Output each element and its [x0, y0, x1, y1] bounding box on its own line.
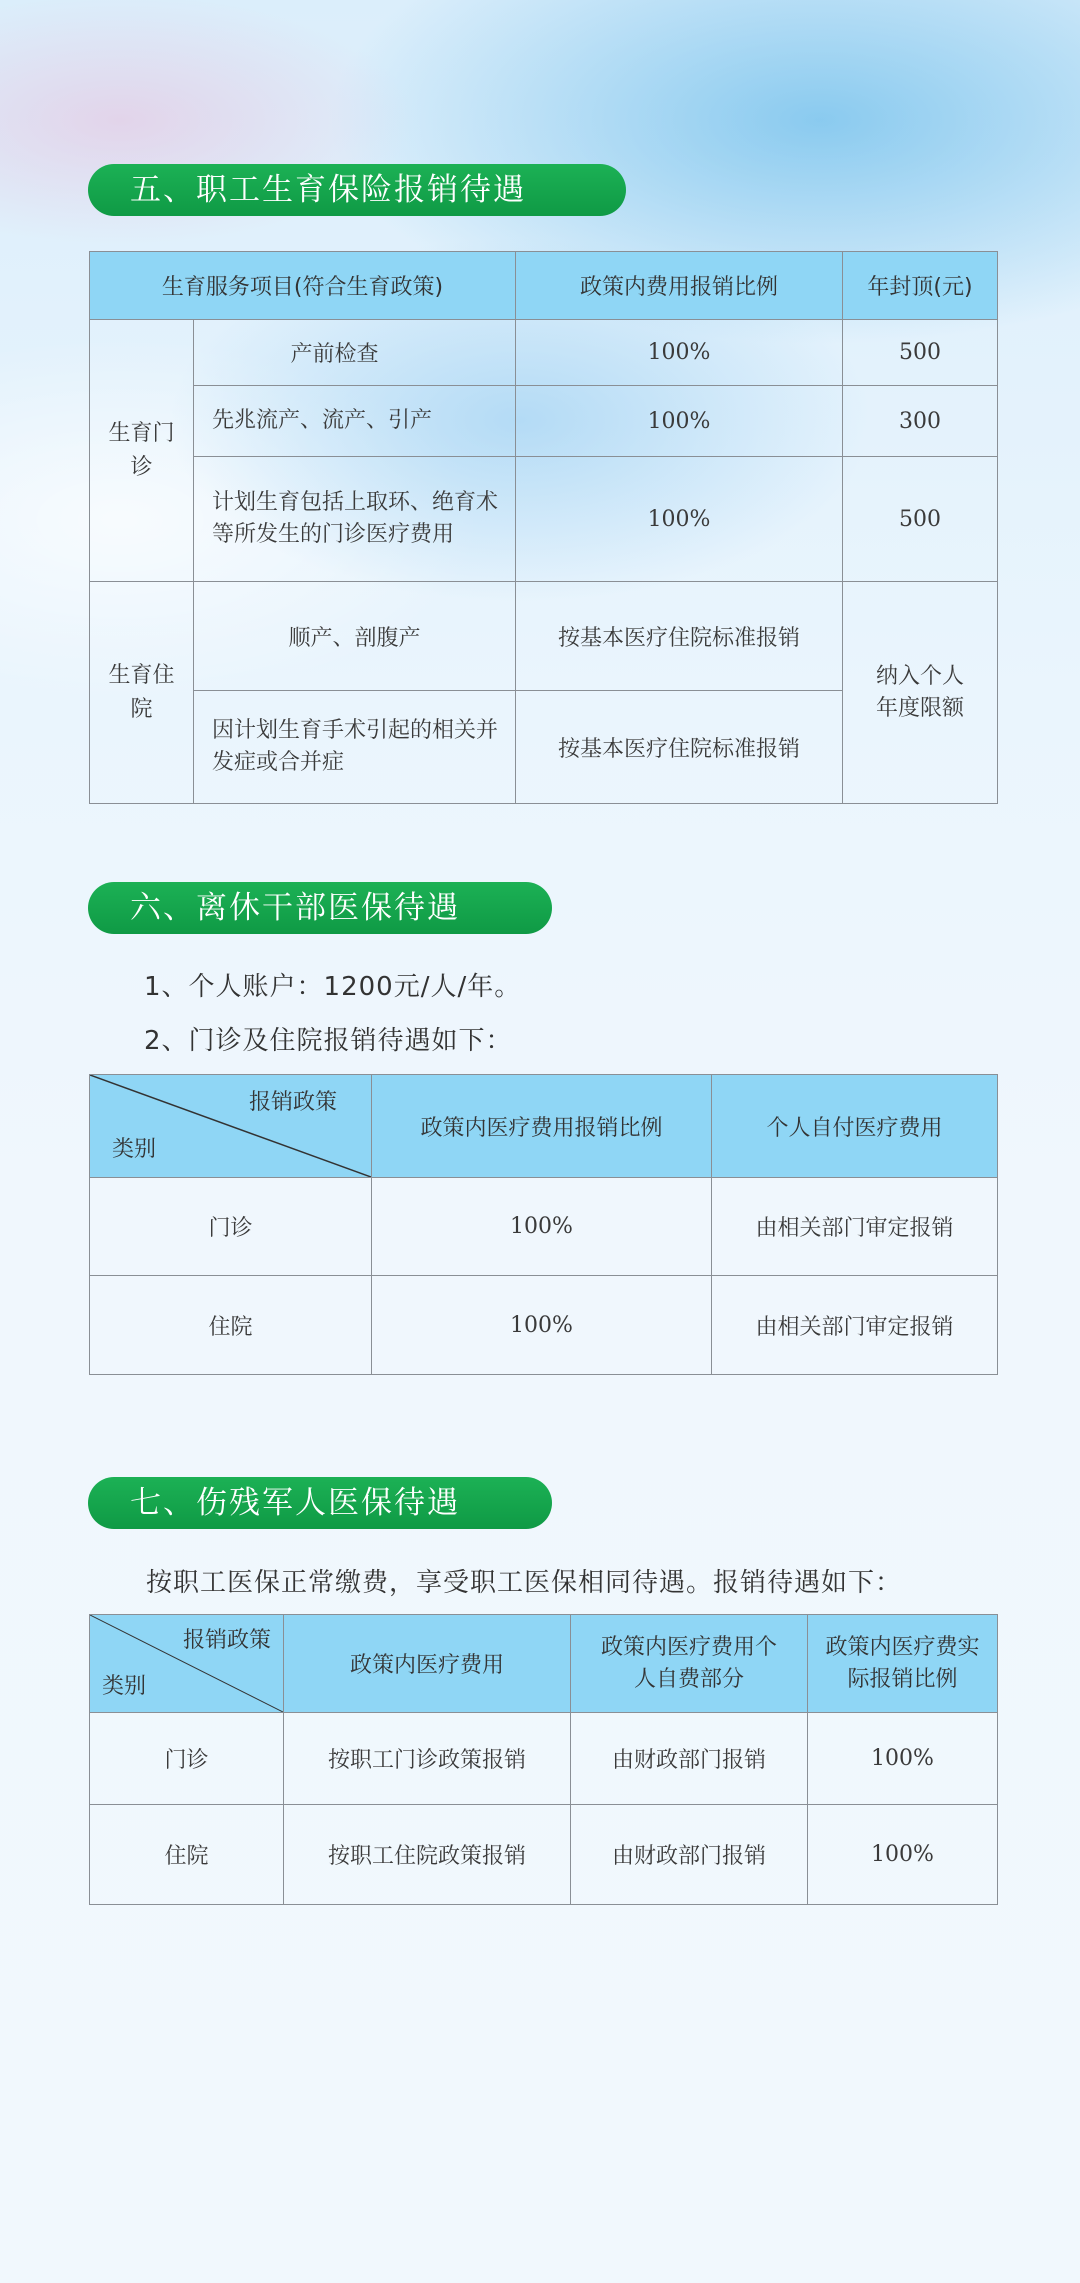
diag-header-category: 类别	[112, 1137, 157, 1162]
ratio-cell: 100%	[516, 457, 843, 582]
veterans-intro-text: 按职工医保正常缴费，享受职工医保相同待遇。报销待遇如下：	[146, 1568, 903, 1598]
header-annual-cap: 年封顶(元)	[843, 252, 998, 320]
item-cell: 因计划生育手术引起的相关并发症或合并症	[194, 691, 516, 804]
reimbursement-intro-text: 2、门诊及住院报销待遇如下：	[144, 1026, 513, 1056]
diag-header-policy: 报销政策	[182, 1628, 271, 1653]
header-actual-ratio: 政策内医疗费实际报销比例	[808, 1615, 998, 1713]
header-reimburse-ratio: 政策内费用报销比例	[516, 252, 843, 320]
self-pay-cell: 由相关部门审定报销	[712, 1178, 998, 1276]
section-title-retired-cadres: 六、离休干部医保待遇	[88, 882, 552, 934]
ratio-cell: 按基本医疗住院标准报销	[516, 691, 843, 804]
policy-cell: 按职工住院政策报销	[284, 1805, 571, 1905]
item-cell: 产前检查	[194, 320, 516, 386]
ratio-cell: 100%	[372, 1178, 712, 1276]
header-self-pay: 个人自付医疗费用	[712, 1075, 998, 1178]
cap-cell: 500	[843, 457, 998, 582]
item-cell: 计划生育包括上取环、绝育术等所发生的门诊医疗费用	[194, 457, 516, 582]
header-service-item: 生育服务项目(符合生育政策)	[90, 252, 516, 320]
cap-cell: 300	[843, 386, 998, 457]
ratio-cell: 100%	[516, 320, 843, 386]
self-part-cell: 由财政部门报销	[571, 1805, 808, 1905]
table-row	[90, 1178, 998, 1276]
table-header-row	[90, 1615, 998, 1713]
ratio-cell: 100%	[372, 1276, 712, 1375]
header-self-part: 政策内医疗费用个人自费部分	[571, 1615, 808, 1713]
table-row	[90, 457, 998, 582]
self-part-cell: 由财政部门报销	[571, 1713, 808, 1805]
section-title-maternity: 五、职工生育保险报销待遇	[88, 164, 626, 216]
retired-cadres-table	[89, 1074, 998, 1375]
group-inpatient: 生育住院	[90, 582, 194, 804]
category-cell: 门诊	[90, 1178, 372, 1276]
category-cell: 住院	[90, 1805, 284, 1905]
ratio-cell: 100%	[516, 386, 843, 457]
table-row	[90, 320, 998, 386]
diagonal-header-cell	[90, 1615, 284, 1713]
header-policy-cost: 政策内医疗费用	[284, 1615, 571, 1713]
item-cell: 先兆流产、流产、引产	[194, 386, 516, 457]
item-cell: 顺产、剖腹产	[194, 582, 516, 691]
diag-header-category: 类别	[102, 1674, 147, 1699]
table-header-row	[90, 1075, 998, 1178]
diagonal-header-cell	[90, 1075, 372, 1178]
self-pay-cell: 由相关部门审定报销	[712, 1276, 998, 1375]
table-row	[90, 1805, 998, 1905]
group-outpatient: 生育门诊	[90, 320, 194, 582]
personal-account-text: 1、个人账户：1200元/人/年。	[144, 972, 522, 1002]
table-row	[90, 386, 998, 457]
maternity-table	[89, 251, 998, 804]
table-row	[90, 1713, 998, 1805]
policy-cell: 按职工门诊政策报销	[284, 1713, 571, 1805]
table-row	[90, 582, 998, 691]
ratio-cell: 100%	[808, 1713, 998, 1805]
category-cell: 门诊	[90, 1713, 284, 1805]
header-reimburse-ratio: 政策内医疗费用报销比例	[372, 1075, 712, 1178]
section-title-disabled-veterans: 七、伤残军人医保待遇	[88, 1477, 552, 1529]
disabled-veterans-table	[89, 1614, 998, 1905]
table-row	[90, 1276, 998, 1375]
table-header-row	[90, 252, 998, 320]
diag-header-policy: 报销政策	[248, 1090, 337, 1115]
cap-cell: 500	[843, 320, 998, 386]
inpatient-cap-cell: 纳入个人年度限额	[843, 582, 998, 804]
category-cell: 住院	[90, 1276, 372, 1375]
ratio-cell: 100%	[808, 1805, 998, 1905]
ratio-cell: 按基本医疗住院标准报销	[516, 582, 843, 691]
